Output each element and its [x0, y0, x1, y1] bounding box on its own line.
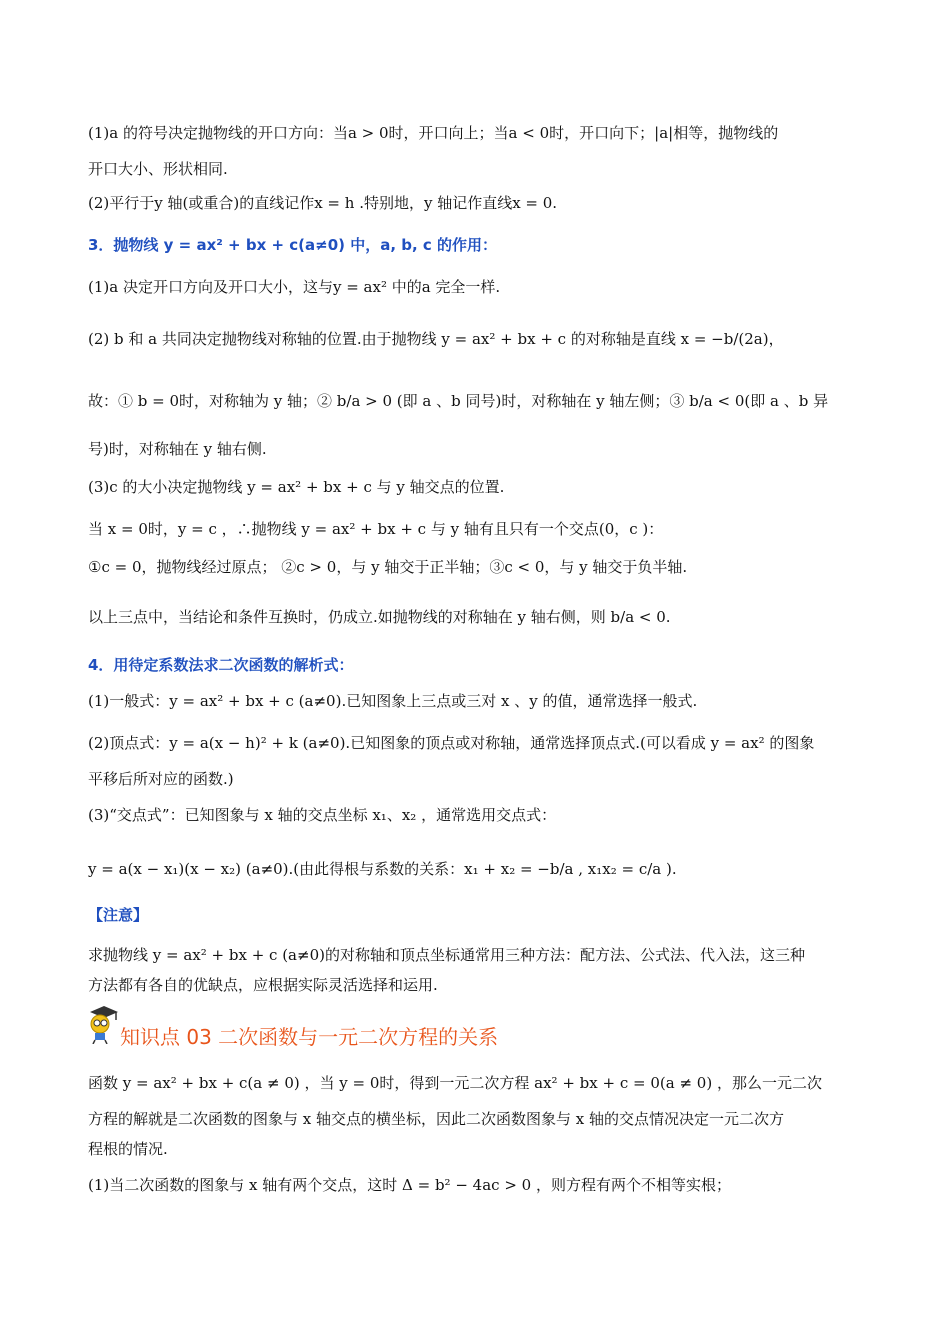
section-heading-4: 4．用待定系数法求二次函数的解析式：	[88, 656, 354, 674]
text-line: (3)“交点式”：已知图象与 x 轴的交点坐标 x₁、x₂ ，通常选用交点式：	[88, 806, 557, 824]
text-line: 以上三点中，当结论和条件互换时，仍成立.如抛物线的对称轴在 y 轴右侧，则 b/a < 0.	[88, 608, 671, 626]
section-heading-3: 3．抛物线 y = ax² + bx + c(a≠0) 中，a, b, c 的作用：	[88, 236, 498, 254]
note-label: 【注意】	[88, 906, 149, 924]
text-line: 函数 y = ax² + bx + c(a ≠ 0) ，当 y = 0时，得到一元二次方程 ax² + bx + c = 0(a ≠ 0) ，那么一元二次	[88, 1074, 822, 1092]
knowledge-point-heading: 知识点 03 二次函数与一元二次方程的关系	[120, 1025, 499, 1049]
text-line: 平移后所对应的函数.)	[88, 770, 234, 788]
text-line: (1)a 的符号决定抛物线的开口方向：当a > 0时，开口向上；当a < 0时，开口向下；|a|相等，抛物线的	[88, 124, 779, 142]
text-line: 方法都有各自的优缺点，应根据实际灵活选择和运用.	[88, 976, 438, 994]
text-line: 开口大小、形状相同.	[88, 160, 228, 178]
text-line: (2)平行于y 轴(或重合)的直线记作x = h .特别地，y 轴记作直线x = 0.	[88, 194, 558, 212]
text-line: (1)当二次函数的图象与 x 轴有两个交点，这时 Δ = b² − 4ac > 0 ，则方程有两个不相等实根；	[88, 1176, 731, 1194]
text-line: (1)a 决定开口方向及开口大小，这与y = ax² 中的a 完全一样.	[88, 278, 501, 296]
text-line: 故：① b = 0时，对称轴为 y 轴；② b/a > 0 (即 a 、b 同号)时，对称轴在 y 轴左侧；③ b/a < 0(即 a 、b 异	[88, 392, 829, 410]
text-line: 求抛物线 y = ax² + bx + c (a≠0)的对称轴和顶点坐标通常用三种方法：配方法、公式法、代入法，这三种	[88, 946, 805, 964]
text-line: (2) b 和 a 共同决定抛物线对称轴的位置.由于抛物线 y = ax² + bx + c 的对称轴是直线 x = −b/(2a)，	[88, 330, 784, 348]
text-line: ①c = 0，抛物线经过原点； ②c > 0，与 y 轴交于正半轴；③c < 0，与 y 轴交于负半轴.	[88, 558, 688, 576]
text-line: (2)顶点式：y = a(x − h)² + k (a≠0).已知图象的顶点或对称轴，通常选择顶点式.(可以看成 y = ax² 的图象	[88, 734, 815, 752]
text-line: (1)一般式：y = ax² + bx + c (a≠0).已知图象上三点或三对 x 、y 的值，通常选择一般式.	[88, 692, 698, 710]
text-line: 号)时，对称轴在 y 轴右侧.	[88, 440, 267, 458]
text-line: y = a(x − x₁)(x − x₂) (a≠0).(由此得根与系数的关系：x₁ + x₂ = −b/a , x₁x₂ = c/a ).	[88, 860, 677, 878]
text-line: 方程的解就是二次函数的图象与 x 轴交点的横坐标，因此二次函数图象与 x 轴的交点情况决定一元二次方	[88, 1110, 784, 1128]
scholar-icon	[86, 1004, 122, 1044]
text-line: 程根的情况.	[88, 1140, 168, 1158]
text-line: 当 x = 0时，y = c ，∴抛物线 y = ax² + bx + c 与 y 轴有且只有一个交点(0，c )：	[88, 520, 664, 538]
text-line: (3)c 的大小决定抛物线 y = ax² + bx + c 与 y 轴交点的位置.	[88, 478, 505, 496]
